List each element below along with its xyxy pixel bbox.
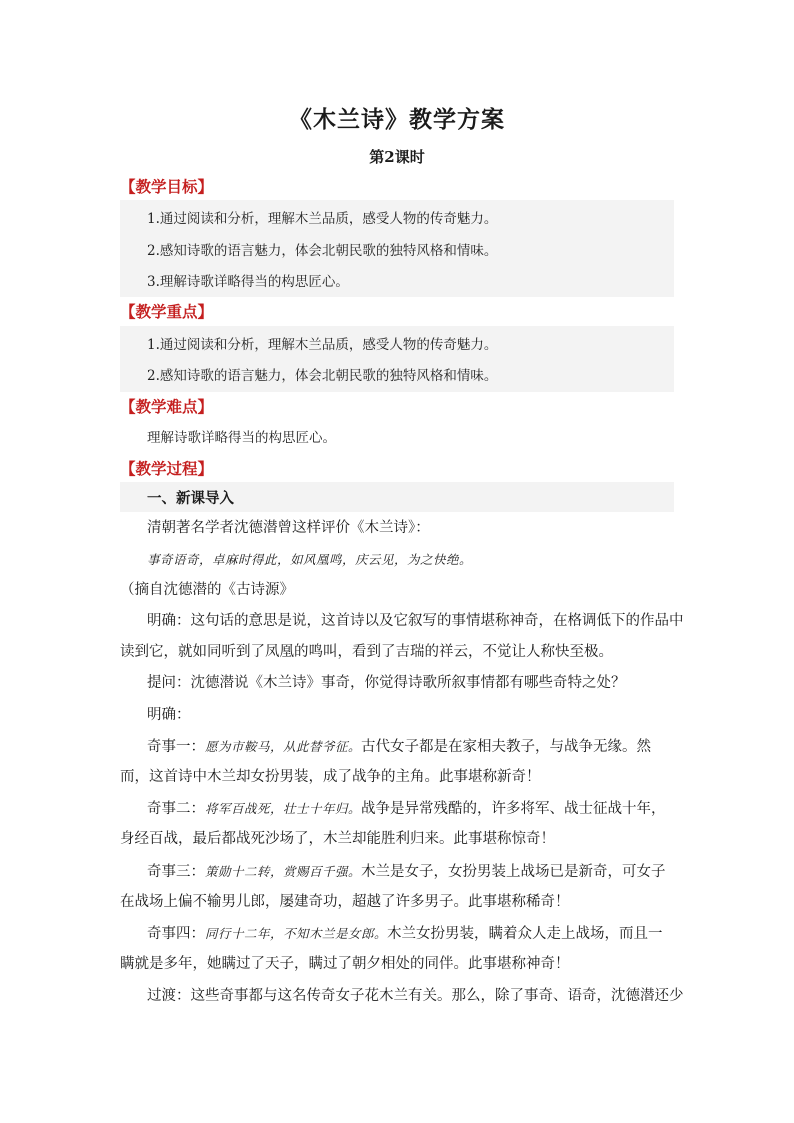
wonder-3-line-2: 在战场上偏不输男儿郎，屡建奇功，超越了许多男子。此事堪称稀奇！: [120, 894, 570, 910]
question-text: 提问：沈德潜说《木兰诗》事奇，你觉得诗歌所叙事情都有哪些奇特之处？: [147, 675, 626, 691]
wonder-1-line-2: 而，这首诗中木兰却女扮男装，成了战争的主角。此事堪称新奇！: [120, 769, 541, 785]
wonder-1-line-1: [147, 731, 651, 763]
objective-item: 3.理解诗歌详略得当的构思匠心。: [147, 274, 349, 290]
clarify-label: 明确：: [147, 707, 191, 723]
difficulty-item: 理解诗歌详略得当的构思匠心。: [147, 430, 336, 446]
wonder-3-line-1: [147, 856, 666, 888]
wonder-quote: 同行十二年，不知木兰是女郎。: [205, 926, 388, 941]
quote-text: 事奇语奇，卓麻时得此，如风凰鸣，庆云见，为之快绝。: [147, 552, 473, 567]
wonder-quote: 将军百战死，壮士十年归。: [205, 801, 362, 816]
lesson-subtitle: 第2课时: [369, 148, 425, 166]
key-points-heading: 【教学重点】: [120, 302, 214, 321]
wonder-4-line-1: [147, 918, 663, 950]
difficulties-heading: 【教学难点】: [120, 397, 214, 416]
quote-source: （摘自沈德潜的《古诗源》: [120, 582, 294, 598]
process-heading: 【教学过程】: [120, 459, 214, 478]
wonder-label: 奇事四：: [147, 926, 205, 942]
wonder-text: 木兰是女子，女扮男装上战场已是新奇，可女子: [361, 864, 666, 880]
key-point-item: 1.通过阅读和分析，理解木兰品质，感受人物的传奇魅力。: [147, 337, 498, 353]
wonder-2-line-1: [147, 793, 666, 825]
transition-text: 过渡：这些奇事都与这名传奇女子花木兰有关。那么，除了事奇、语奇，沈德潜还少: [147, 988, 684, 1004]
document-title: 《木兰诗》教学方案: [289, 106, 505, 133]
wonder-2-line-2: 身经百战，最后都战死沙场了，木兰却能胜利归来。此事堪称惊奇！: [120, 831, 555, 847]
wonder-label: 奇事一：: [147, 739, 205, 755]
wonder-4-line-2: 瞒就是多年，她瞒过了天子，瞒过了朝夕相处的同伴。此事堪称神奇！: [120, 956, 570, 972]
wonder-label: 奇事二：: [147, 801, 205, 817]
wonder-quote: 策勋十二转，赏赐百千强。: [205, 864, 362, 879]
section-title: 一、新课导入: [147, 490, 234, 507]
wonder-text: 古代女子都是在家相夫教子，与战争无缘。然: [361, 739, 652, 755]
objectives-heading: 【教学目标】: [120, 177, 214, 196]
wonder-text: 战争是异常残酷的，许多将军、战士征战十年，: [361, 801, 666, 817]
explain-line-2: 读到它，就如同听到了凤凰的鸣叫，看到了吉瑞的祥云，不觉让人称快至极。: [120, 644, 613, 660]
wonder-text: 木兰女扮男装，瞒着众人走上战场，而且一: [387, 926, 663, 942]
key-point-item: 2.感知诗歌的语言魅力，体会北朝民歌的独特风格和情味。: [147, 368, 498, 384]
objective-item: 2.感知诗歌的语言魅力，体会北朝民歌的独特风格和情味。: [147, 243, 498, 259]
explain-line-1: 明确：这句话的意思是说，这首诗以及它叙写的事情堪称神奇，在格调低下的作品中: [147, 613, 684, 629]
wonder-quote: 愿为市鞍马，从此替爷征。: [205, 739, 362, 754]
objective-item: 1.通过阅读和分析，理解木兰品质，感受人物的传奇魅力。: [147, 211, 498, 227]
intro-paragraph: 清朝著名学者沈德潜曾这样评价《木兰诗》：: [147, 520, 430, 536]
wonder-label: 奇事三：: [147, 864, 205, 880]
